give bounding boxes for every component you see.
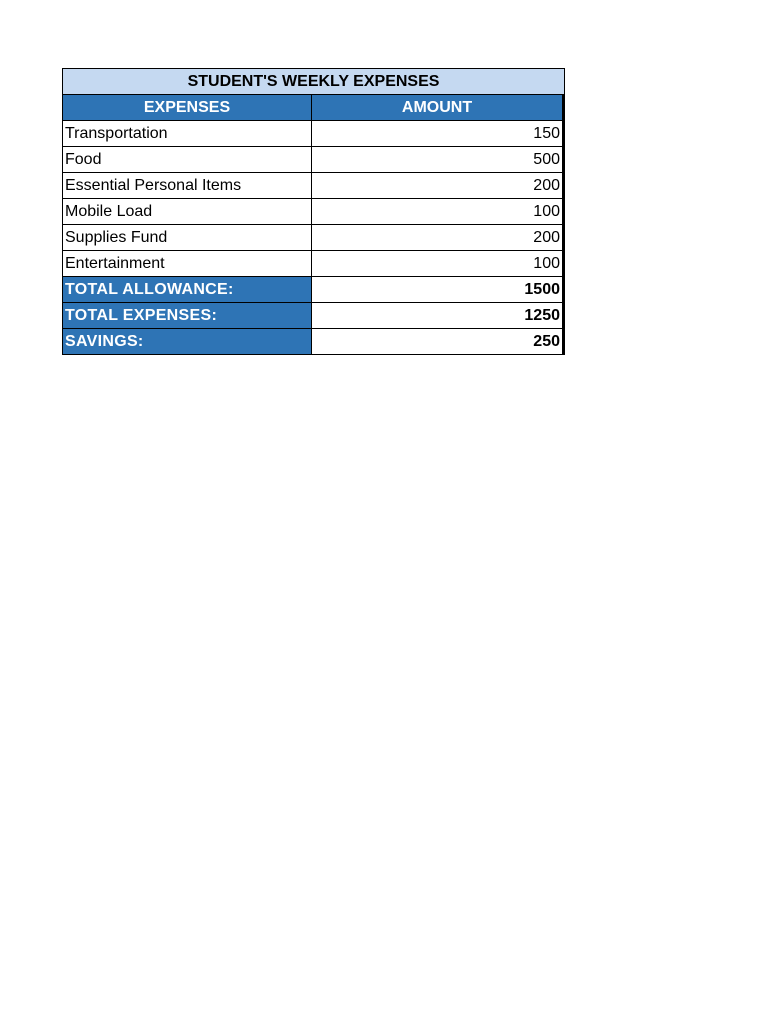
table-row <box>63 198 564 224</box>
table-row <box>63 172 564 198</box>
expense-name-cell[interactable]: Food <box>63 147 312 172</box>
table-row <box>63 120 564 146</box>
table-title-row <box>63 69 564 94</box>
expense-amount-cell[interactable]: 200 <box>312 225 562 250</box>
total-expenses-row <box>63 302 564 328</box>
savings-row <box>63 328 564 354</box>
header-expenses[interactable]: EXPENSES <box>63 95 312 120</box>
expense-amount-cell[interactable]: 100 <box>312 251 562 276</box>
table-title[interactable]: STUDENT'S WEEKLY EXPENSES <box>63 69 564 94</box>
expense-name-cell[interactable]: Mobile Load <box>63 199 312 224</box>
table-row <box>63 250 564 276</box>
savings-value[interactable]: 250 <box>312 329 562 354</box>
savings-label[interactable]: SAVINGS: <box>63 329 312 354</box>
expense-amount-cell[interactable]: 200 <box>312 173 562 198</box>
total-allowance-value[interactable]: 1500 <box>312 277 562 302</box>
header-amount[interactable]: AMOUNT <box>312 95 562 120</box>
table-row <box>63 224 564 250</box>
expense-amount-cell[interactable]: 150 <box>312 121 562 146</box>
total-expenses-label[interactable]: TOTAL EXPENSES: <box>63 303 312 328</box>
expense-amount-cell[interactable]: 100 <box>312 199 562 224</box>
expense-name-cell[interactable]: Transportation <box>63 121 312 146</box>
total-allowance-label[interactable]: TOTAL ALLOWANCE: <box>63 277 312 302</box>
expense-name-cell[interactable]: Entertainment <box>63 251 312 276</box>
expenses-table <box>62 68 565 355</box>
table-row <box>63 146 564 172</box>
expense-name-cell[interactable]: Essential Personal Items <box>63 173 312 198</box>
expense-name-cell[interactable]: Supplies Fund <box>63 225 312 250</box>
total-expenses-value[interactable]: 1250 <box>312 303 562 328</box>
table-header-row <box>63 94 564 120</box>
total-allowance-row <box>63 276 564 302</box>
expense-amount-cell[interactable]: 500 <box>312 147 562 172</box>
